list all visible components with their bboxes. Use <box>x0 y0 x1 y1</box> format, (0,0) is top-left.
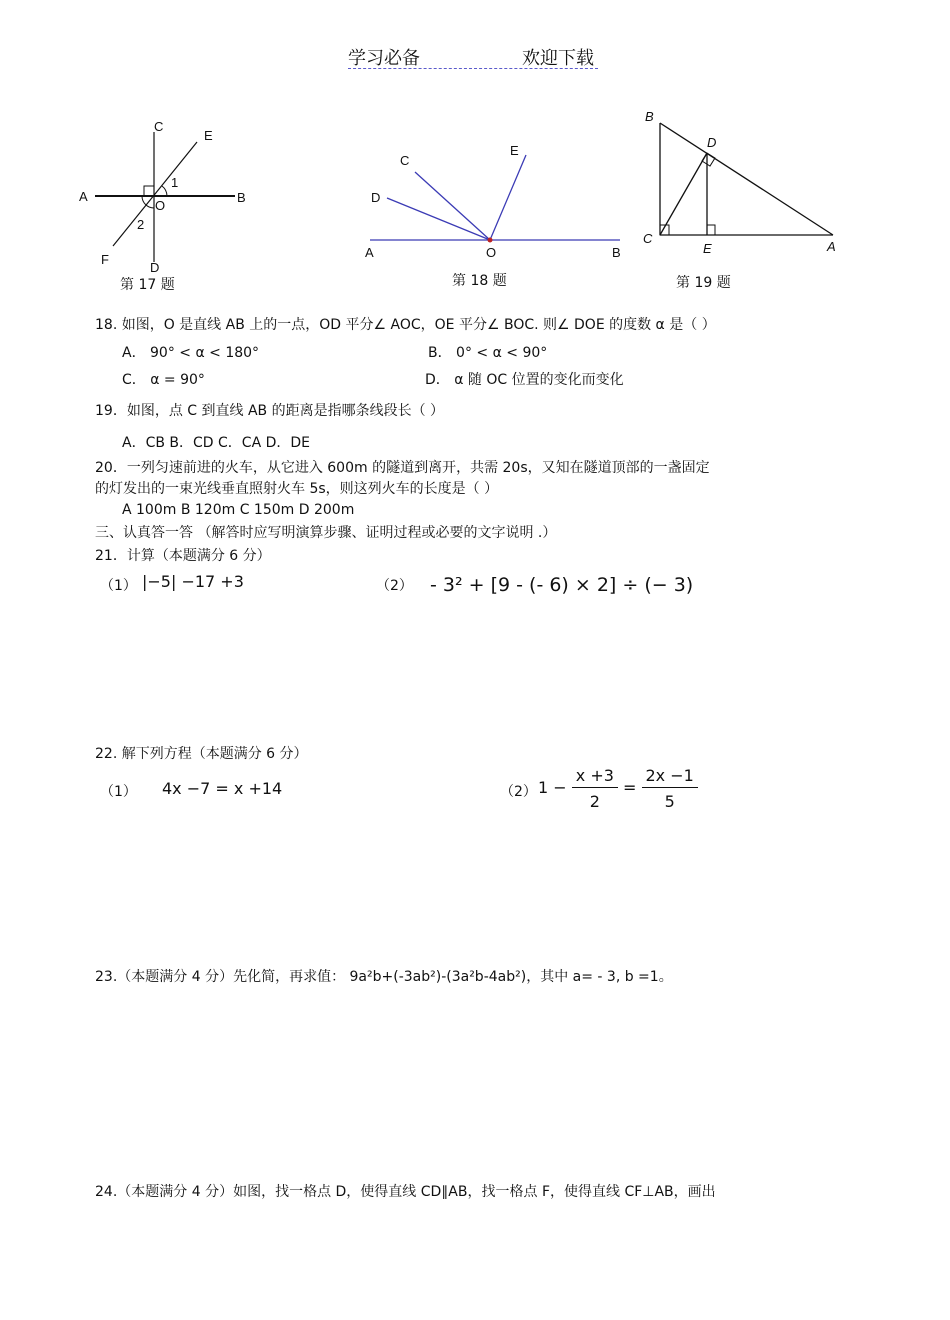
figure-18 <box>360 135 630 265</box>
figure-17-caption: 第 17 题 <box>120 277 175 293</box>
q18-stem: 18. 如图，O 是直线 AB 上的一点，OD 平分∠ AOC，OE 平分∠ BOC. 则∠ DOE 的度数 α 是（ ） <box>95 317 716 333</box>
section-3-heading: 三、认真答一答 （解答时应写明演算步骤、证明过程或必要的文字说明 .） <box>95 525 557 541</box>
f19-label-b: B <box>645 109 654 124</box>
q21-stem: 21．计算（本题满分 6 分） <box>95 548 271 564</box>
q22-p1-label: （1） <box>100 784 137 800</box>
f17-label-e: E <box>204 128 213 143</box>
f17-label-1: 1 <box>171 175 179 190</box>
q21-p1-label: （1） <box>100 578 137 594</box>
f17-label-2: 2 <box>137 217 145 232</box>
q22-p2-numerator-1: x +3 <box>572 766 618 788</box>
q20-options: A 100m B 120m C 150m D 200m <box>122 502 355 518</box>
q20-line1: 20．一列匀速前进的火车，从它进入 600m 的隧道到离开，共需 20s，又知在隧道顶部的一盏固定 <box>95 460 710 476</box>
q22-p2-left: 1 − <box>538 778 567 797</box>
q18-option-c: C． α = 90° <box>122 372 205 388</box>
f18-label-b: B <box>612 245 621 260</box>
q22-stem: 22. 解下列方程（本题满分 6 分） <box>95 746 308 762</box>
q22-p2-numerator-2: 2x −1 <box>642 766 698 788</box>
header-left: 学习必备 <box>348 48 420 69</box>
f19-label-d: D <box>707 135 717 150</box>
q21-p1-expression: |−5| −17 +3 <box>142 572 244 591</box>
q22-p2-denominator-2: 5 <box>664 792 675 811</box>
f19-label-e: E <box>703 241 712 256</box>
q22-p2-fraction-1 <box>572 766 618 811</box>
q18-option-a: A． 90° < α < 180° <box>122 345 260 361</box>
f17-label-b: B <box>237 190 246 205</box>
f17-label-o: O <box>155 198 166 213</box>
q18-option-b: B． 0° < α < 90° <box>428 345 548 361</box>
f18-label-o: O <box>486 245 497 260</box>
q19-stem: 19．如图，点 C 到直线 AB 的距离是指哪条线段长（ ） <box>95 403 445 419</box>
f18-label-d: D <box>371 190 381 205</box>
f18-label-a: A <box>365 245 374 260</box>
figure-18-caption: 第 18 题 <box>452 273 507 289</box>
f18-label-c: C <box>400 153 410 168</box>
q22-p2-equation <box>538 766 698 811</box>
q22-p2-denominator-1: 2 <box>589 792 600 811</box>
q21-p2-label: （2） <box>376 578 413 594</box>
q24-text: 24.（本题满分 4 分）如图，找一格点 D，使得直线 CD∥AB，找一格点 F，使得直线 CF⊥AB，画出 <box>95 1184 716 1200</box>
q23-text: 23.（本题满分 4 分）先化简，再求值： 9a²b+(-3ab²)-(3a²b-4ab²)，其中 a= - 3, b =1。 <box>95 969 673 985</box>
f18-label-e: E <box>510 143 519 158</box>
f17-label-c: C <box>154 119 164 134</box>
header-right: 欢迎下载 <box>522 48 594 69</box>
figure-19-caption: 第 19 题 <box>676 275 731 291</box>
q22-p2-equals: = <box>623 778 637 797</box>
f17-label-a: A <box>79 189 88 204</box>
q22-p2-fraction-2 <box>642 766 698 811</box>
q20-line2: 的灯发出的一束光线垂直照射火车 5s，则这列火车的长度是（ ） <box>95 481 499 497</box>
q19-options: A．CB B．CD C．CA D．DE <box>122 435 311 451</box>
q21-p2-expression: - 3² + [9 - (- 6) × 2] ÷ (− 3) <box>430 574 694 596</box>
q18-option-d: D． α 随 OC 位置的变化而变化 <box>425 372 624 388</box>
header-dashed-line <box>348 68 598 69</box>
f19-label-c: C <box>643 231 653 246</box>
figure-19 <box>635 105 850 265</box>
figure-17 <box>75 112 260 272</box>
q22-p1-expression: 4x −7 = x +14 <box>162 779 283 798</box>
f19-label-a: A <box>827 239 836 254</box>
q22-p2-label: （2） <box>500 784 537 800</box>
f17-label-d: D <box>150 260 160 272</box>
f17-label-f: F <box>101 252 109 267</box>
